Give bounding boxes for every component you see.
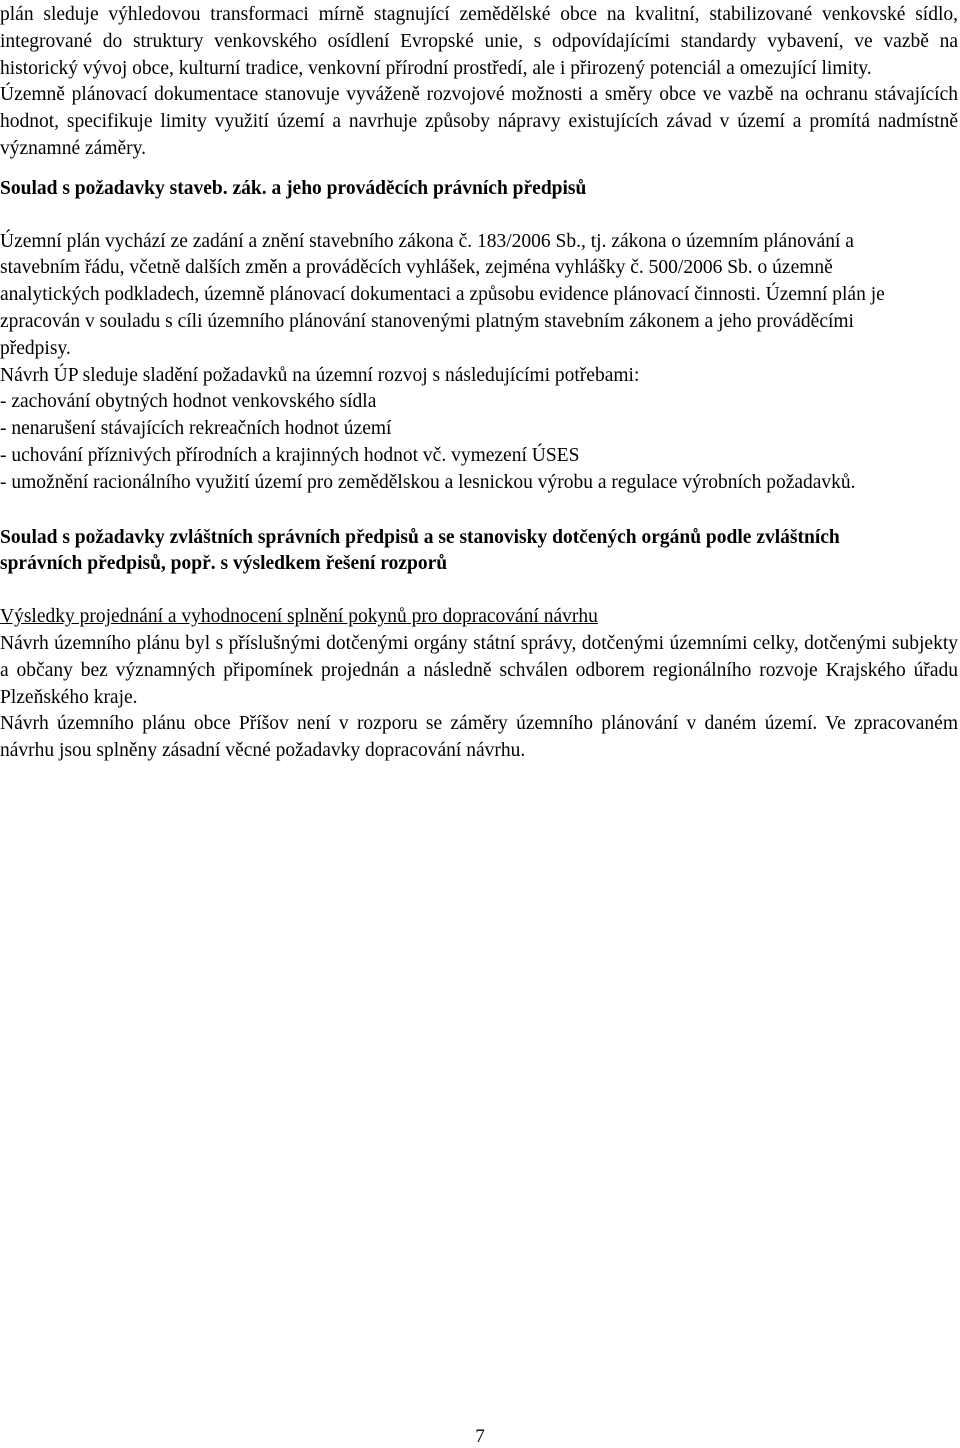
section1-paragraph: Územní plán vychází ze zadání a znění stavebního zákona č. 183/2006 Sb., tj. zákona o územním plánování a stavebním řádu, včetně dalších změn a prováděcích vyhlášek, zejména vyhlášky č. 500/2006 Sb. o územně analytických podkladech, územně plánovací dokumentaci a způsobu evidence plánovací činnosti. Územní plán je zpracován v souladu s cíli územního plánování stanovenými platným stavebním zákonem a jeho prováděcími předpisy.	[0, 230, 885, 359]
section2-subheading	[0, 604, 958, 631]
intro-paragraph-2: Územně plánovací dokumentace stanovuje vyváženě rozvojové možnosti a směry obce ve vazbě na ochranu stávajících hodnot, specifikuje limity využití území a navrhuje způsoby nápravy existujících závad v území a promítá nadmístně významné záměry.	[0, 84, 958, 159]
section1-intro-line: Návrh ÚP sleduje sladění požadavků na územní rozvoj s následujícími potřebami:	[0, 364, 640, 386]
list-item: - nenarušení stávajících rekreačních hodnot území	[0, 418, 392, 440]
section-heading-stavebni-zakon: Soulad s požadavky staveb. zák. a jeho prováděcích právních předpisů	[0, 177, 587, 199]
spacer	[0, 203, 958, 229]
section-heading-zvlastni-predpisy: Soulad s požadavky zvláštních správních předpisů a se stanovisky dotčených orgánů podle zvláštních správních předpisů, popř. s výsledkem řešení rozporů	[0, 526, 840, 575]
underlined-subheading: Výsledky projednání a vyhodnocení splnění pokynů pro dopracování návrhu	[0, 606, 598, 628]
intro-paragraph-1: plán sleduje výhledovou transformaci mírně stagnující zemědělské obce na kvalitní, stabilizované venkovské sídlo, integrované do struktury venkovského osídlení Evropské unie, s odpovídajícími standardy vybavení, ve vazbě na historický vývoj obce, kulturní tradice, venkovní přírodní prostředí, ale i přirozený potenciál a omezující limity.	[0, 4, 958, 79]
spacer	[0, 578, 958, 604]
list-item: - zachování obytných hodnot venkovského sídla	[0, 391, 377, 413]
list-item: - uchování příznivých přírodních a krajinných hodnot vč. vymezení ÚSES	[0, 444, 580, 466]
spacer	[0, 497, 958, 525]
section2-paragraph-2: Návrh územního plánu obce Příšov není v rozporu se záměry územního plánování v daném území. Ve zpracovaném návrhu jsou splněny zásadní věcné požadavky dopracování návrhu.	[0, 713, 958, 762]
spacer	[0, 163, 958, 176]
section2-paragraph-1: Návrh územního plánu byl s příslušnými dotčenými orgány státní správy, dotčenými územními celky, dotčenými subjekty a občany bez významných připomínek projednán a následně schválen odborem regionálního rozvoje Krajského úřadu Plzeňského kraje.	[0, 632, 958, 708]
page-number: 7	[475, 1426, 485, 1447]
list-item: - umožnění racionálního využití území pro zemědělskou a lesnickou výrobu a regulace výrobních požadavků.	[0, 471, 856, 493]
